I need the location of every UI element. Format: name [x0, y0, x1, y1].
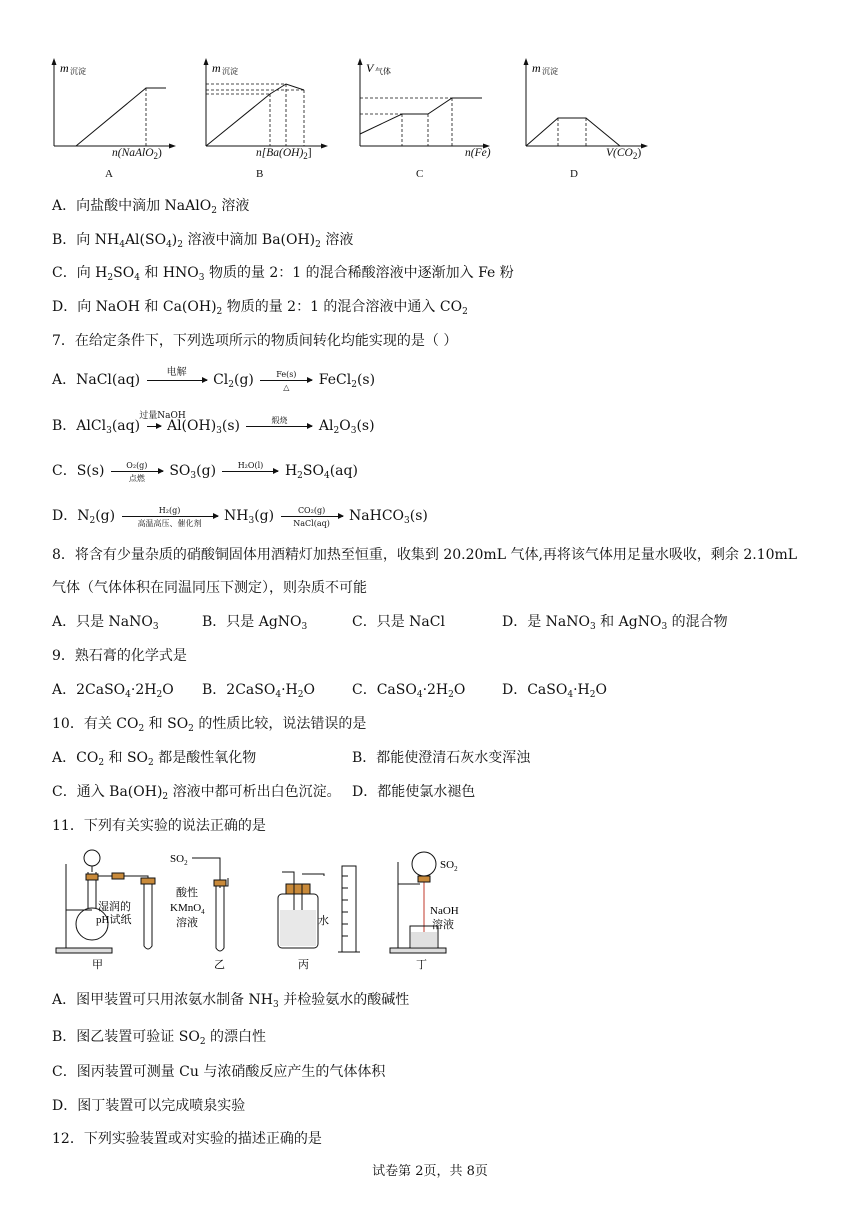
q10-stem: 10．有关 $CO_2$ 和 $SO_2$ 的性质比较，说法错误的是 — [52, 716, 367, 734]
q11-option-b[interactable]: B．图乙装置可验证 $SO_2$ 的漂白性 — [52, 1029, 266, 1047]
graph-a-ylabel-sub: 沉淀 — [70, 67, 86, 76]
q10-option-a[interactable]: A．$CO_2$ 和 $SO_2$ 都是酸性氧化物 — [52, 750, 257, 768]
q10-option-c[interactable]: C．通入 $Ba(OH)_2$ 溶液中都可析出白色沉淀。 — [52, 784, 341, 802]
graph-d-caption: D — [570, 168, 578, 180]
yi-label-l2: KMnO$_4$ — [170, 902, 205, 916]
q10-option-b[interactable]: B．都能使澄清石灰水变浑浊 — [352, 750, 531, 766]
graph-a-xlabel: n(NaAlO$_2$) — [112, 147, 162, 161]
q7-option-b[interactable]: B．AlCl$_3$(aq) 过量NaOH $Al(OH)_3(s)$ 煅烧 $Al_2O_3(s)$ — [52, 410, 375, 436]
graph-d — [520, 56, 650, 156]
q11-apparatus-figure — [52, 844, 482, 972]
q8-option-c[interactable]: C．只是 NaCl — [352, 614, 445, 630]
q9-option-a[interactable]: A．$2CaSO_4\cdot 2H_2O$ — [52, 682, 174, 700]
q6-option-d[interactable]: D．向 NaOH 和 $Ca(OH)_2$ 物质的量 2：1 的混合溶液中通入 $CO_2$ — [52, 299, 468, 317]
apparatus-bing — [278, 866, 360, 952]
ding-label-l1: NaOH — [430, 905, 459, 917]
q8-stem-line1: 8．将含有少量杂质的硝酸铜固体用酒精灯加热至恒重，收集到 20.20mL 气体,再将该气体用足量水吸收，剩余 2.10mL — [52, 547, 798, 563]
q11-option-a[interactable]: A．图甲装置可只用浓氨水制备 $NH_3$ 并检验氨水的酸碱性 — [52, 992, 410, 1010]
graph-d-ylabel: m — [532, 61, 541, 75]
graph-c-ylabel-sub: 气体 — [375, 67, 391, 76]
graph-d-ylabel-sub: 沉淀 — [542, 67, 558, 76]
graph-a-caption: A — [105, 168, 113, 180]
graph-b-ylabel: m — [212, 61, 221, 75]
q11-stem: 11．下列有关实验的说法正确的是 — [52, 818, 266, 834]
q9-option-b[interactable]: B．$2CaSO_4\cdot H_2O$ — [202, 682, 315, 700]
ding-top-label: $SO_2$ — [440, 859, 458, 873]
yi-caption: 乙 — [214, 959, 225, 971]
jia-label-line2: pH试纸 — [96, 914, 132, 926]
graph-d-xlabel: $V(CO_2)$ — [606, 147, 642, 161]
q8-stem-line2: 气体（气体体积在同温同压下测定），则杂质不可能 — [52, 580, 367, 596]
q7-option-c[interactable]: C．S(s) O₂(g) 点燃 $SO_3(g)$ H₂O(l) $H_2SO_4(aq)$ — [52, 460, 358, 483]
jia-caption: 甲 — [92, 959, 103, 971]
bing-label: 水 — [318, 915, 329, 927]
graph-b-xlabel: $n[Ba(OH)_2]$ — [256, 147, 312, 161]
q8-option-d[interactable]: D．是 NaNO$_3$ 和 AgNO$_3$ 的混合物 — [502, 614, 728, 632]
graph-b-caption: B — [256, 168, 264, 180]
yi-label-l3: 溶液 — [176, 917, 198, 929]
q6-option-c[interactable]: C．向 $H_2SO_4$ 和 $HNO_3$ 物质的量 2：1 的混合稀酸溶液中逐渐加入 Fe 粉 — [52, 265, 514, 283]
ding-label-l2: 溶液 — [432, 919, 454, 931]
q8-option-a[interactable]: A．只是 NaNO$_3$ — [52, 614, 159, 632]
graph-c-xlabel: n(Fe) — [465, 147, 491, 159]
q11-option-d[interactable]: D．图丁装置可以完成喷泉实验 — [52, 1098, 246, 1114]
q12-stem: 12．下列实验装置或对实验的描述正确的是 — [52, 1131, 322, 1147]
q9-stem: 9．熟石膏的化学式是 — [52, 648, 187, 664]
q10-option-d[interactable]: D．都能使氯水褪色 — [352, 784, 476, 800]
graph-b — [200, 56, 330, 156]
graph-c — [354, 56, 494, 156]
jia-label-line1: 湿润的 — [98, 901, 131, 913]
graph-a-ylabel: m — [60, 61, 69, 75]
yi-label-l1: 酸性 — [176, 887, 198, 899]
yi-top-label: $SO_2$ — [170, 853, 188, 867]
graph-a — [48, 56, 178, 156]
apparatus-ding — [390, 852, 446, 953]
q7-option-a[interactable]: A．NaCl(aq) 电解 $Cl_2(g)$ Fe(s) △ FeCl$_2$(s) — [52, 366, 376, 392]
q8-option-b[interactable]: B．只是 AgNO$_3$ — [202, 614, 308, 632]
q6-option-b[interactable]: B．向 $NH_4Al(SO_4)_2$ 溶液中滴加 $Ba(OH)_2$ 溶液 — [52, 232, 354, 250]
page-footer: 试卷第 2页，共 8页 — [372, 1164, 488, 1179]
bing-caption: 丙 — [298, 959, 309, 971]
q7-option-d[interactable]: D．$N_2(g)$ H₂(g) 高温高压、催化剂 $NH_3(g)$ CO₂(g) NaCl(aq) NaHCO$_3$(s) — [52, 505, 428, 528]
graph-b-ylabel-sub: 沉淀 — [222, 67, 238, 76]
q11-option-c[interactable]: C．图丙装置可测量 Cu 与浓硝酸反应产生的气体体积 — [52, 1064, 386, 1080]
q6-option-a[interactable]: A．向盐酸中滴加 NaAlO$_2$ 溶液 — [52, 198, 250, 216]
ding-caption: 丁 — [416, 959, 427, 971]
q9-option-d[interactable]: D．$CaSO_4\cdot H_2O$ — [502, 682, 607, 700]
graph-c-caption: C — [416, 168, 424, 180]
q9-option-c[interactable]: C．$CaSO_4\cdot 2H_2O$ — [352, 682, 466, 700]
q7-stem: 7．在给定条件下，下列选项所示的物质间转化均能实现的是（ ） — [52, 333, 458, 349]
graph-c-ylabel: V — [366, 61, 374, 75]
